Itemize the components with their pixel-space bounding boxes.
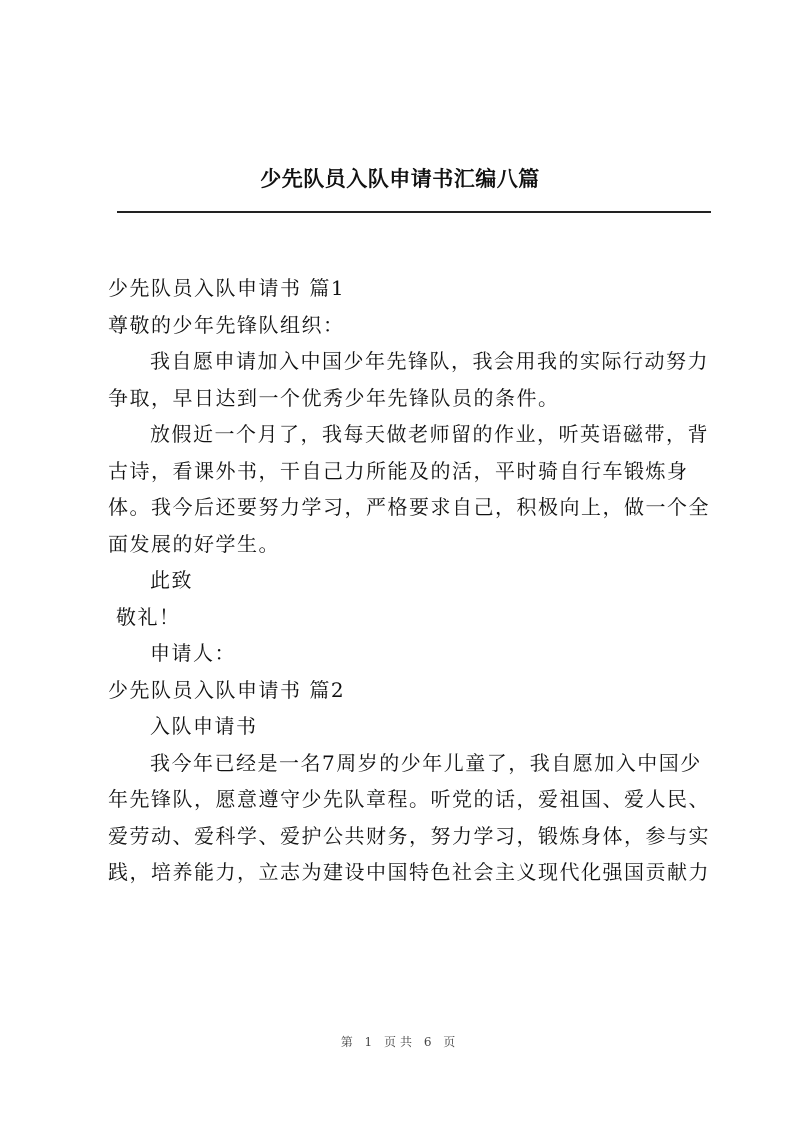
title-divider (117, 211, 711, 213)
section-1-paragraph: 我自愿申请加入中国少年先锋队，我会用我的实际行动努力争取，早日达到一个优秀少年先锋队员的条件。 (108, 349, 709, 410)
section-2-paragraph: 我今年已经是一名7周岁的少年儿童了，我自愿加入中国少年先锋队，愿意遵守少先队章程。听党的话，爱祖国、爱人民、爱劳动、爱科学、爱护公共财务，努力学习，锻炼身体，参与实践，培养能力，立志为建设中国特色社会主义现代化强国贡献力 (108, 750, 710, 884)
section-1-regards: 敬礼！ (116, 604, 181, 629)
section-1-salutation: 尊敬的少年先锋队组织： (108, 312, 345, 337)
section-1-signature: 申请人： (150, 641, 236, 665)
document-title: 少先队员入队申请书汇编八篇 (260, 167, 540, 191)
document-body (108, 270, 714, 891)
section-2-heading: 少先队员入队申请书 篇2 (108, 677, 346, 702)
section-2-subtitle: 入队申请书 (150, 714, 258, 738)
section-1-closing: 此致 (150, 568, 193, 592)
section-1-heading: 少先队员入队申请书 篇1 (108, 276, 346, 300)
section-1-paragraph: 放假近一个月了，我每天做老师留的作业，听英语磁带，背古诗，看课外书，干自己力所能及的活，平时骑自行车锻炼身体。我今后还要努力学习，严格要求自己，积极向上，做一个全面发展的好学生。 (108, 422, 710, 556)
page-number-footer: 第 1 页共 6 页 (340, 1035, 460, 1049)
